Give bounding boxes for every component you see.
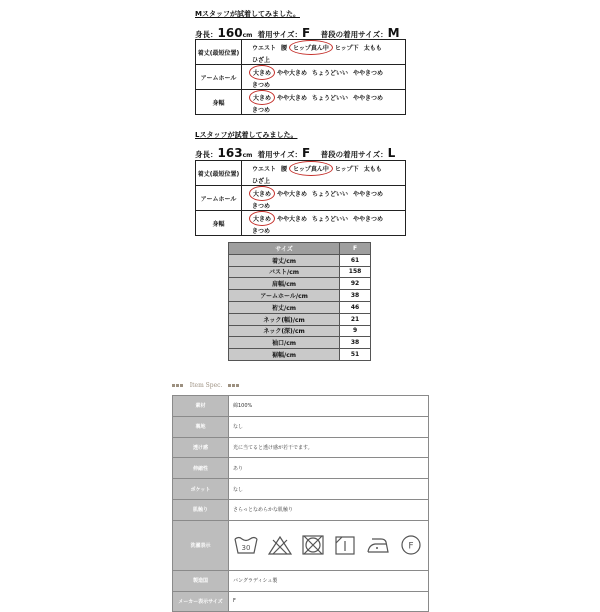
size-measure-label: アームホール/cm xyxy=(229,290,340,302)
size-table-row xyxy=(229,254,371,266)
wash-30-icon xyxy=(233,534,259,556)
decor-square-icon xyxy=(236,384,239,387)
size-measure-value: 38 xyxy=(340,290,371,302)
fitting-option-selected: ヒップ真ん中 xyxy=(289,161,333,176)
spec-label: メーカー表示サイズ xyxy=(173,591,229,612)
size-measure-value: 38 xyxy=(340,337,371,349)
dry-clean-f-icon xyxy=(399,534,423,556)
fitting-option: 太もも xyxy=(363,166,382,173)
size-table-row xyxy=(229,266,371,278)
fitting-option: ややきつめ xyxy=(353,216,384,223)
spec-value: さらっとなめらかな肌触り xyxy=(229,499,429,520)
fitting-option: ウエスト xyxy=(252,45,277,52)
no-tumble-dry-icon xyxy=(301,534,325,556)
size-table-header xyxy=(229,243,371,255)
fitting-meta-l: 身長：163cm 着用サイズ：F 普段の着用サイズ：L xyxy=(195,146,396,160)
fitting-option: ヒップ下 xyxy=(334,166,359,173)
fitting-row-options xyxy=(242,40,406,65)
fitting-option: ややきつめ xyxy=(353,95,384,102)
fitting-table-l xyxy=(195,160,406,236)
size-measure-value: 92 xyxy=(340,278,371,290)
size-table-row xyxy=(229,301,371,313)
decor-square-icon xyxy=(172,384,175,387)
fitting-option: きつめ xyxy=(252,203,271,210)
fitting-row xyxy=(196,211,406,236)
item-spec-heading xyxy=(172,382,240,389)
spec-value: 光に当てると透け感が若干でます。 xyxy=(229,437,429,458)
size-table xyxy=(228,242,371,361)
size-measure-label: 裾幅/cm xyxy=(229,349,340,361)
spec-label: ポケット xyxy=(173,479,229,500)
fitting-row xyxy=(196,40,406,65)
size-table-row xyxy=(229,349,371,361)
fitting-row xyxy=(196,186,406,211)
fitting-option: やや大きめ xyxy=(277,216,308,223)
size-table-row xyxy=(229,325,371,337)
fitting-option: ややきつめ xyxy=(353,70,384,77)
fitting-option: 太もも xyxy=(363,45,382,52)
spec-row xyxy=(173,499,429,520)
spec-row xyxy=(173,479,429,500)
spec-row xyxy=(173,458,429,479)
item-spec-title: Item Spec. xyxy=(189,382,223,389)
spec-value xyxy=(229,520,429,570)
size-measure-label: バスト/cm xyxy=(229,266,340,278)
size-header-label: サイズ xyxy=(229,243,340,255)
fitting-option: ややきつめ xyxy=(353,191,384,198)
spec-row xyxy=(173,591,429,612)
spec-label: 製造国 xyxy=(173,570,229,591)
spec-value: F xyxy=(229,591,429,612)
fitting-row xyxy=(196,90,406,115)
svg-text:F: F xyxy=(408,541,414,552)
size-measure-label: 袖口/cm xyxy=(229,337,340,349)
iron-low-icon xyxy=(365,534,391,556)
spec-label: 素材 xyxy=(173,396,229,417)
fitting-row xyxy=(196,65,406,90)
fitting-row-label: 身幅 xyxy=(196,90,242,115)
fitting-option: ちょうどいい xyxy=(312,95,349,102)
fitting-row-label: 身幅 xyxy=(196,211,242,236)
fitting-title-l: Lスタッフが試着してみました。 xyxy=(195,131,298,139)
size-table-row xyxy=(229,278,371,290)
spec-row xyxy=(173,570,429,591)
decor-square-icon xyxy=(232,384,235,387)
size-measure-value: 51 xyxy=(340,349,371,361)
spec-label: 透け感 xyxy=(173,437,229,458)
fitting-row-label: アームホール xyxy=(196,186,242,211)
size-measure-value: 61 xyxy=(340,254,371,266)
fitting-option: きつめ xyxy=(252,107,271,114)
fitting-option-selected: 大きめ xyxy=(249,65,275,80)
fitting-title-m: Mスタッフが試着してみました。 xyxy=(195,10,300,18)
size-measure-label: 着丈/cm xyxy=(229,254,340,266)
fitting-option: ちょうどいい xyxy=(312,191,349,198)
spec-label: 洗濯表示 xyxy=(173,520,229,570)
fitting-option: 腰 xyxy=(281,166,288,173)
size-header-value: F xyxy=(340,243,371,255)
fitting-meta-m: 身長：160cm 着用サイズ：F 普段の着用サイズ：M xyxy=(195,26,400,40)
item-spec-table xyxy=(172,395,429,612)
spec-label: 伸縮性 xyxy=(173,458,229,479)
spec-value: バングラディシュ製 xyxy=(229,570,429,591)
spec-value: あり xyxy=(229,458,429,479)
fitting-row-label: アームホール xyxy=(196,65,242,90)
size-measure-label: 裄丈/cm xyxy=(229,301,340,313)
spec-row xyxy=(173,520,429,570)
size-measure-label: 肩幅/cm xyxy=(229,278,340,290)
fitting-option: ヒップ下 xyxy=(334,45,359,52)
fitting-table-m xyxy=(195,39,406,115)
spec-row xyxy=(173,437,429,458)
fitting-row-options xyxy=(242,90,406,115)
spec-value: なし xyxy=(229,479,429,500)
spec-row xyxy=(173,396,429,417)
fitting-row-label: 着丈(最短位置) xyxy=(196,161,242,186)
drip-dry-shade-icon xyxy=(333,534,357,556)
fitting-row-options xyxy=(242,161,406,186)
spec-row xyxy=(173,416,429,437)
svg-text:30: 30 xyxy=(241,544,251,553)
fitting-option: ひざ上 xyxy=(252,57,271,64)
decor-square-icon xyxy=(180,384,183,387)
fitting-option: やや大きめ xyxy=(277,95,308,102)
size-table-row xyxy=(229,313,371,325)
size-measure-value: 9 xyxy=(340,325,371,337)
fitting-option: ウエスト xyxy=(252,166,277,173)
size-measure-value: 46 xyxy=(340,301,371,313)
fitting-option: 腰 xyxy=(281,45,288,52)
fitting-row-options xyxy=(242,65,406,90)
size-measure-label: ネック(深)/cm xyxy=(229,325,340,337)
size-measure-value: 21 xyxy=(340,313,371,325)
size-table-row xyxy=(229,290,371,302)
size-measure-value: 158 xyxy=(340,266,371,278)
fitting-row-options xyxy=(242,211,406,236)
fitting-row-options xyxy=(242,186,406,211)
fitting-option: やや大きめ xyxy=(277,191,308,198)
fitting-option: ちょうどいい xyxy=(312,70,349,77)
fitting-option: きつめ xyxy=(252,228,271,235)
fitting-option: やや大きめ xyxy=(277,70,308,77)
no-bleach-icon xyxy=(267,534,293,556)
fitting-option-selected: 大きめ xyxy=(249,186,275,201)
size-table-row xyxy=(229,337,371,349)
size-measure-label: ネック(幅)/cm xyxy=(229,313,340,325)
spec-label: 肌触り xyxy=(173,499,229,520)
fitting-option-selected: ヒップ真ん中 xyxy=(289,40,333,55)
fitting-option-selected: 大きめ xyxy=(249,90,275,105)
fitting-row-label: 着丈(最短位置) xyxy=(196,40,242,65)
wash-icons xyxy=(233,534,428,556)
decor-square-icon xyxy=(176,384,179,387)
decor-square-icon xyxy=(228,384,231,387)
fitting-row xyxy=(196,161,406,186)
fitting-option: ひざ上 xyxy=(252,178,271,185)
spec-value: 綿100% xyxy=(229,396,429,417)
fitting-option-selected: 大きめ xyxy=(249,211,275,226)
spec-value: なし xyxy=(229,416,429,437)
fitting-option: きつめ xyxy=(252,82,271,89)
fitting-option: ちょうどいい xyxy=(312,216,349,223)
spec-label: 裏地 xyxy=(173,416,229,437)
